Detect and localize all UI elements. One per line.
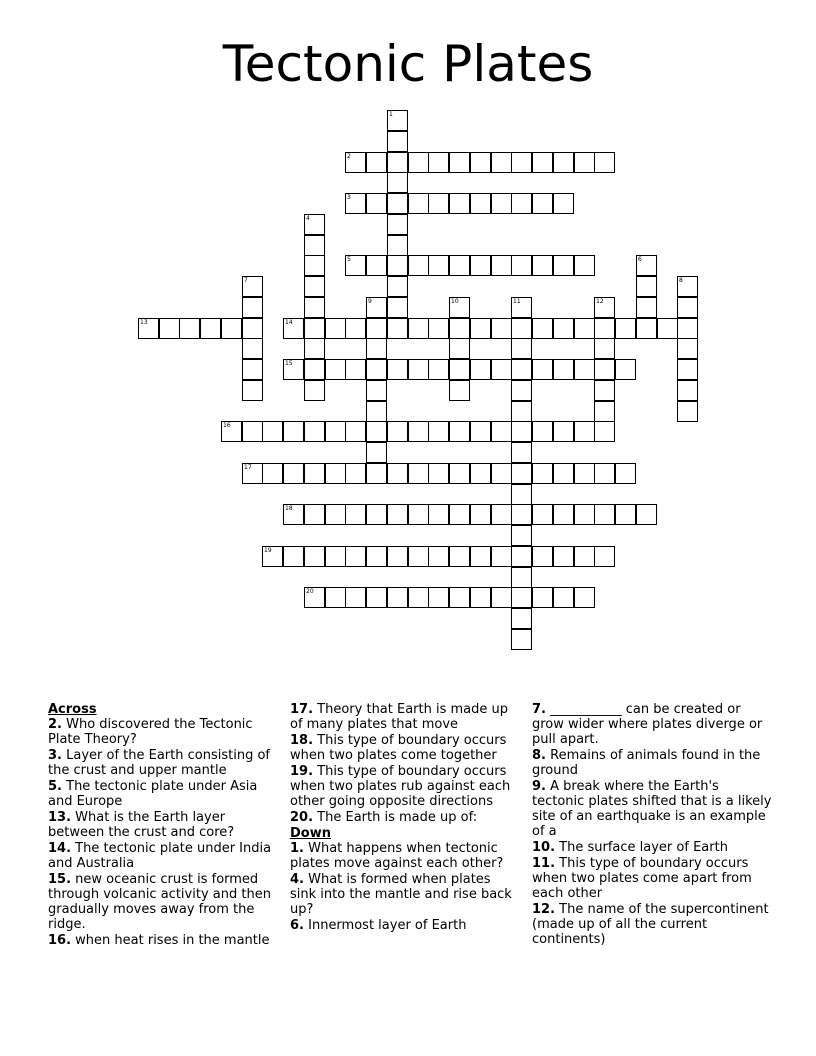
grid-cell[interactable] xyxy=(304,297,325,318)
clue-across-16: 16. when heat rises in the mantle xyxy=(48,933,270,948)
grid-cell[interactable] xyxy=(304,546,325,567)
grid-cell[interactable] xyxy=(242,318,263,339)
grid-cell[interactable] xyxy=(366,255,387,276)
grid-cell[interactable] xyxy=(345,318,366,339)
grid-cell[interactable] xyxy=(511,152,532,173)
clues-column-2 xyxy=(290,702,520,934)
grid-cell[interactable] xyxy=(428,318,449,339)
clue-number: 4 xyxy=(306,215,310,222)
grid-cell[interactable] xyxy=(553,463,574,484)
grid-cell[interactable] xyxy=(283,318,304,339)
grid-cell[interactable] xyxy=(491,255,512,276)
grid-cell[interactable] xyxy=(511,463,532,484)
clue-across-19: 19. This type of boundary occurs when two plates rub against each other going opposite directions xyxy=(290,764,511,809)
grid-cell[interactable] xyxy=(345,152,366,173)
grid-cell[interactable] xyxy=(387,297,408,318)
clue-across-14: 14. The tectonic plate under India and Australia xyxy=(48,841,272,871)
grid-cell[interactable] xyxy=(594,401,615,422)
grid-cell[interactable] xyxy=(449,380,470,401)
grid-cell[interactable] xyxy=(574,318,595,339)
clue-across-3: 3. Layer of the Earth consisting of the crust and upper mantle xyxy=(48,748,270,778)
grid-cell[interactable] xyxy=(304,463,325,484)
grid-cell[interactable] xyxy=(511,608,532,629)
grid-cell[interactable] xyxy=(636,297,657,318)
grid-cell[interactable] xyxy=(449,463,470,484)
grid-cell[interactable] xyxy=(532,463,553,484)
grid-cell[interactable] xyxy=(366,193,387,214)
grid-cell[interactable] xyxy=(677,359,698,380)
grid-cell[interactable] xyxy=(242,297,263,318)
grid-cell[interactable] xyxy=(283,546,304,567)
grid-cell[interactable] xyxy=(387,421,408,442)
grid-cell[interactable] xyxy=(325,463,346,484)
grid-cell[interactable] xyxy=(262,463,283,484)
grid-cell[interactable] xyxy=(387,504,408,525)
grid-cell[interactable] xyxy=(366,421,387,442)
grid-cell[interactable] xyxy=(511,297,532,318)
grid-cell[interactable] xyxy=(511,359,532,380)
grid-cell[interactable] xyxy=(574,359,595,380)
grid-cell[interactable] xyxy=(428,546,449,567)
grid-cell[interactable] xyxy=(449,504,470,525)
grid-cell[interactable] xyxy=(491,587,512,608)
clue-down-4: 4. What is formed when plates sink into the mantle and rise back up? xyxy=(290,872,512,917)
clue-down-7: 7. ___________ can be created or grow wider where plates diverge or pull apart. xyxy=(532,702,763,747)
grid-cell[interactable] xyxy=(511,318,532,339)
clue-across-13: 13. What is the Earth layer between the crust and core? xyxy=(48,810,235,840)
clue-down-12: 12. The name of the supercontinent (made up of all the current continents) xyxy=(532,902,769,947)
grid-cell[interactable] xyxy=(470,587,491,608)
grid-cell[interactable] xyxy=(387,276,408,297)
grid-cell[interactable] xyxy=(428,152,449,173)
grid-cell[interactable] xyxy=(283,463,304,484)
grid-cell[interactable] xyxy=(677,380,698,401)
grid-cell[interactable] xyxy=(408,504,429,525)
grid-cell[interactable] xyxy=(594,421,615,442)
grid-cell[interactable] xyxy=(470,318,491,339)
grid-cell[interactable] xyxy=(491,504,512,525)
grid-cell[interactable] xyxy=(553,255,574,276)
clue-number: 19 xyxy=(264,547,272,554)
grid-cell[interactable] xyxy=(553,318,574,339)
clue-number: 20 xyxy=(306,588,314,595)
grid-cell[interactable] xyxy=(262,546,283,567)
grid-cell[interactable] xyxy=(304,359,325,380)
grid-cell[interactable] xyxy=(594,152,615,173)
grid-cell[interactable] xyxy=(532,587,553,608)
grid-cell[interactable] xyxy=(366,359,387,380)
grid-cell[interactable] xyxy=(449,193,470,214)
clue-number: 17 xyxy=(244,464,252,471)
grid-cell[interactable] xyxy=(594,338,615,359)
grid-cell[interactable] xyxy=(615,318,636,339)
grid-cell[interactable] xyxy=(491,463,512,484)
grid-cell[interactable] xyxy=(574,255,595,276)
grid-cell[interactable] xyxy=(428,359,449,380)
grid-cell[interactable] xyxy=(449,587,470,608)
grid-cell[interactable] xyxy=(221,318,242,339)
grid-cell[interactable] xyxy=(553,504,574,525)
clue-down-1: 1. What happens when tectonic plates move against each other? xyxy=(290,841,504,871)
grid-cell[interactable] xyxy=(345,504,366,525)
clue-number: 10 xyxy=(451,298,459,305)
grid-cell[interactable] xyxy=(532,193,553,214)
page-title: Tectonic Plates xyxy=(222,35,594,93)
grid-cell[interactable] xyxy=(345,421,366,442)
grid-cell[interactable] xyxy=(428,463,449,484)
grid-cell[interactable] xyxy=(636,255,657,276)
grid-cell[interactable] xyxy=(387,172,408,193)
grid-cell[interactable] xyxy=(283,421,304,442)
grid-cell[interactable] xyxy=(449,546,470,567)
grid-cell[interactable] xyxy=(408,546,429,567)
grid-cell[interactable] xyxy=(304,587,325,608)
clue-number: 6 xyxy=(638,256,642,263)
grid-cell[interactable] xyxy=(574,546,595,567)
grid-cell[interactable] xyxy=(594,359,615,380)
grid-cell[interactable] xyxy=(408,255,429,276)
grid-cell[interactable] xyxy=(325,546,346,567)
grid-cell[interactable] xyxy=(428,587,449,608)
grid-cell[interactable] xyxy=(387,131,408,152)
clue-number: 13 xyxy=(140,319,148,326)
clues-column-3 xyxy=(532,702,772,948)
grid-cell[interactable] xyxy=(449,359,470,380)
grid-cell[interactable] xyxy=(325,587,346,608)
grid-cell[interactable] xyxy=(304,421,325,442)
grid-cell[interactable] xyxy=(594,380,615,401)
grid-cell[interactable] xyxy=(677,276,698,297)
grid-cell[interactable] xyxy=(366,504,387,525)
grid-cell[interactable] xyxy=(491,421,512,442)
grid-cell[interactable] xyxy=(449,421,470,442)
grid-cell[interactable] xyxy=(179,318,200,339)
clue-down-6: 6. Innermost layer of Earth xyxy=(290,918,467,933)
clues-column-1 xyxy=(48,702,278,949)
grid-cell[interactable] xyxy=(594,546,615,567)
grid-cell[interactable] xyxy=(345,587,366,608)
grid-cell[interactable] xyxy=(366,297,387,318)
grid-cell[interactable] xyxy=(242,421,263,442)
grid-cell[interactable] xyxy=(491,359,512,380)
grid-cell[interactable] xyxy=(511,338,532,359)
clue-number: 1 xyxy=(389,111,393,118)
grid-cell[interactable] xyxy=(532,504,553,525)
grid-cell[interactable] xyxy=(304,276,325,297)
grid-cell[interactable] xyxy=(677,401,698,422)
grid-cell[interactable] xyxy=(200,318,221,339)
grid-cell[interactable] xyxy=(387,359,408,380)
clue-number: 7 xyxy=(244,277,248,284)
grid-cell[interactable] xyxy=(366,546,387,567)
grid-cell[interactable] xyxy=(325,504,346,525)
down-heading: Down xyxy=(290,826,331,841)
grid-cell[interactable] xyxy=(553,193,574,214)
grid-cell[interactable] xyxy=(594,318,615,339)
grid-cell[interactable] xyxy=(345,463,366,484)
grid-cell[interactable] xyxy=(491,152,512,173)
grid-cell[interactable] xyxy=(470,463,491,484)
grid-cell[interactable] xyxy=(470,255,491,276)
grid-cell[interactable] xyxy=(408,587,429,608)
grid-cell[interactable] xyxy=(636,504,657,525)
clue-across-5: 5. The tectonic plate under Asia and Europe xyxy=(48,779,258,809)
clue-number: 18 xyxy=(285,505,293,512)
grid-cell[interactable] xyxy=(366,463,387,484)
clue-down-10: 10. The surface layer of Earth xyxy=(532,840,728,855)
grid-cell[interactable] xyxy=(532,421,553,442)
grid-cell[interactable] xyxy=(511,255,532,276)
clue-number: 2 xyxy=(347,153,351,160)
grid-cell[interactable] xyxy=(574,587,595,608)
grid-cell[interactable] xyxy=(677,297,698,318)
grid-cell[interactable] xyxy=(553,421,574,442)
grid-cell[interactable] xyxy=(304,214,325,235)
grid-cell[interactable] xyxy=(470,193,491,214)
clue-down-9: 9. A break where the Earth's tectonic plates shifted that is a likely site of an earthquake is an example of a xyxy=(532,779,772,839)
grid-cell[interactable] xyxy=(283,359,304,380)
grid-cell[interactable] xyxy=(387,255,408,276)
grid-cell[interactable] xyxy=(511,567,532,588)
grid-cell[interactable] xyxy=(387,587,408,608)
clue-across-15: 15. new oceanic crust is formed through volcanic activity and then gradually moves away from the ridge. xyxy=(48,872,271,932)
grid-cell[interactable] xyxy=(532,152,553,173)
grid-cell[interactable] xyxy=(408,421,429,442)
clue-across-2: 2. Who discovered the Tectonic Plate Theory? xyxy=(48,717,253,747)
grid-cell[interactable] xyxy=(553,587,574,608)
grid-cell[interactable] xyxy=(615,504,636,525)
grid-cell[interactable] xyxy=(470,359,491,380)
grid-cell[interactable] xyxy=(491,193,512,214)
grid-cell[interactable] xyxy=(511,504,532,525)
grid-cell[interactable] xyxy=(553,359,574,380)
grid-cell[interactable] xyxy=(366,442,387,463)
grid-cell[interactable] xyxy=(511,629,532,650)
clue-down-8: 8. Remains of animals found in the ground xyxy=(532,748,761,778)
grid-cell[interactable] xyxy=(304,380,325,401)
clue-across-18: 18. This type of boundary occurs when two plates come together xyxy=(290,733,507,763)
grid-cell[interactable] xyxy=(532,255,553,276)
grid-cell[interactable] xyxy=(345,255,366,276)
grid-cell[interactable] xyxy=(325,318,346,339)
clue-number: 16 xyxy=(223,422,231,429)
grid-cell[interactable] xyxy=(262,421,283,442)
grid-cell[interactable] xyxy=(387,110,408,131)
grid-cell[interactable] xyxy=(594,297,615,318)
clue-across-20: 20. The Earth is made up of: xyxy=(290,810,478,825)
grid-cell[interactable] xyxy=(594,504,615,525)
grid-cell[interactable] xyxy=(345,359,366,380)
grid-cell[interactable] xyxy=(511,484,532,505)
clue-number: 5 xyxy=(347,256,351,263)
grid-cell[interactable] xyxy=(511,587,532,608)
grid-cell[interactable] xyxy=(511,421,532,442)
grid-cell[interactable] xyxy=(242,463,263,484)
clue-number: 9 xyxy=(368,298,372,305)
grid-cell[interactable] xyxy=(511,546,532,567)
grid-cell[interactable] xyxy=(677,338,698,359)
clue-number: 14 xyxy=(285,319,293,326)
grid-cell[interactable] xyxy=(449,318,470,339)
grid-cell[interactable] xyxy=(242,359,263,380)
grid-cell[interactable] xyxy=(470,152,491,173)
grid-cell[interactable] xyxy=(408,359,429,380)
grid-cell[interactable] xyxy=(366,587,387,608)
grid-cell[interactable] xyxy=(657,318,678,339)
grid-cell[interactable] xyxy=(615,463,636,484)
grid-cell[interactable] xyxy=(449,297,470,318)
grid-cell[interactable] xyxy=(345,546,366,567)
grid-cell[interactable] xyxy=(345,193,366,214)
grid-cell[interactable] xyxy=(532,318,553,339)
grid-cell[interactable] xyxy=(594,463,615,484)
grid-cell[interactable] xyxy=(511,525,532,546)
grid-cell[interactable] xyxy=(511,193,532,214)
grid-cell[interactable] xyxy=(491,318,512,339)
grid-cell[interactable] xyxy=(387,318,408,339)
clue-number: 3 xyxy=(347,194,351,201)
grid-cell[interactable] xyxy=(304,255,325,276)
grid-cell[interactable] xyxy=(491,546,512,567)
grid-cell[interactable] xyxy=(387,152,408,173)
clue-across-17: 17. Theory that Earth is made up of many plates that move xyxy=(290,702,509,732)
grid-cell[interactable] xyxy=(242,338,263,359)
grid-cell[interactable] xyxy=(511,401,532,422)
grid-cell[interactable] xyxy=(574,421,595,442)
grid-cell[interactable] xyxy=(408,318,429,339)
grid-cell[interactable] xyxy=(511,442,532,463)
grid-cell[interactable] xyxy=(304,318,325,339)
grid-cell[interactable] xyxy=(574,152,595,173)
grid-cell[interactable] xyxy=(574,504,595,525)
across-heading: Across xyxy=(48,702,97,717)
grid-cell[interactable] xyxy=(532,546,553,567)
grid-cell[interactable] xyxy=(553,546,574,567)
clue-number: 12 xyxy=(596,298,604,305)
clue-number: 15 xyxy=(285,360,293,367)
grid-cell[interactable] xyxy=(283,504,304,525)
grid-cell[interactable] xyxy=(428,255,449,276)
grid-cell[interactable] xyxy=(574,463,595,484)
grid-cell[interactable] xyxy=(470,421,491,442)
grid-cell[interactable] xyxy=(636,276,657,297)
grid-cell[interactable] xyxy=(677,318,698,339)
grid-cell[interactable] xyxy=(532,359,553,380)
grid-cell[interactable] xyxy=(387,193,408,214)
grid-cell[interactable] xyxy=(449,152,470,173)
grid-cell[interactable] xyxy=(636,318,657,339)
grid-cell[interactable] xyxy=(408,193,429,214)
grid-cell[interactable] xyxy=(615,359,636,380)
clue-down-11: 11. This type of boundary occurs when two plates come apart from each other xyxy=(532,856,752,901)
grid-cell[interactable] xyxy=(304,338,325,359)
grid-cell[interactable] xyxy=(138,318,159,339)
grid-cell[interactable] xyxy=(387,463,408,484)
grid-cell[interactable] xyxy=(366,401,387,422)
grid-cell[interactable] xyxy=(325,421,346,442)
grid-cell[interactable] xyxy=(470,546,491,567)
grid-cell[interactable] xyxy=(449,255,470,276)
grid-cell[interactable] xyxy=(428,504,449,525)
grid-cell[interactable] xyxy=(304,504,325,525)
grid-cell[interactable] xyxy=(387,235,408,256)
grid-cell[interactable] xyxy=(408,152,429,173)
grid-cell[interactable] xyxy=(366,338,387,359)
grid-cell[interactable] xyxy=(366,318,387,339)
grid-cell[interactable] xyxy=(304,235,325,256)
grid-cell[interactable] xyxy=(242,276,263,297)
grid-cell[interactable] xyxy=(428,421,449,442)
grid-cell[interactable] xyxy=(325,359,346,380)
grid-cell[interactable] xyxy=(159,318,180,339)
grid-cell[interactable] xyxy=(428,193,449,214)
clue-number: 8 xyxy=(679,277,683,284)
grid-cell[interactable] xyxy=(511,380,532,401)
grid-cell[interactable] xyxy=(408,463,429,484)
grid-cell[interactable] xyxy=(366,380,387,401)
grid-cell[interactable] xyxy=(449,338,470,359)
grid-cell[interactable] xyxy=(221,421,242,442)
grid-cell[interactable] xyxy=(470,504,491,525)
grid-cell[interactable] xyxy=(387,546,408,567)
grid-cell[interactable] xyxy=(242,380,263,401)
grid-cell[interactable] xyxy=(366,152,387,173)
clue-number: 11 xyxy=(513,298,521,305)
grid-cell[interactable] xyxy=(553,152,574,173)
grid-cell[interactable] xyxy=(387,214,408,235)
